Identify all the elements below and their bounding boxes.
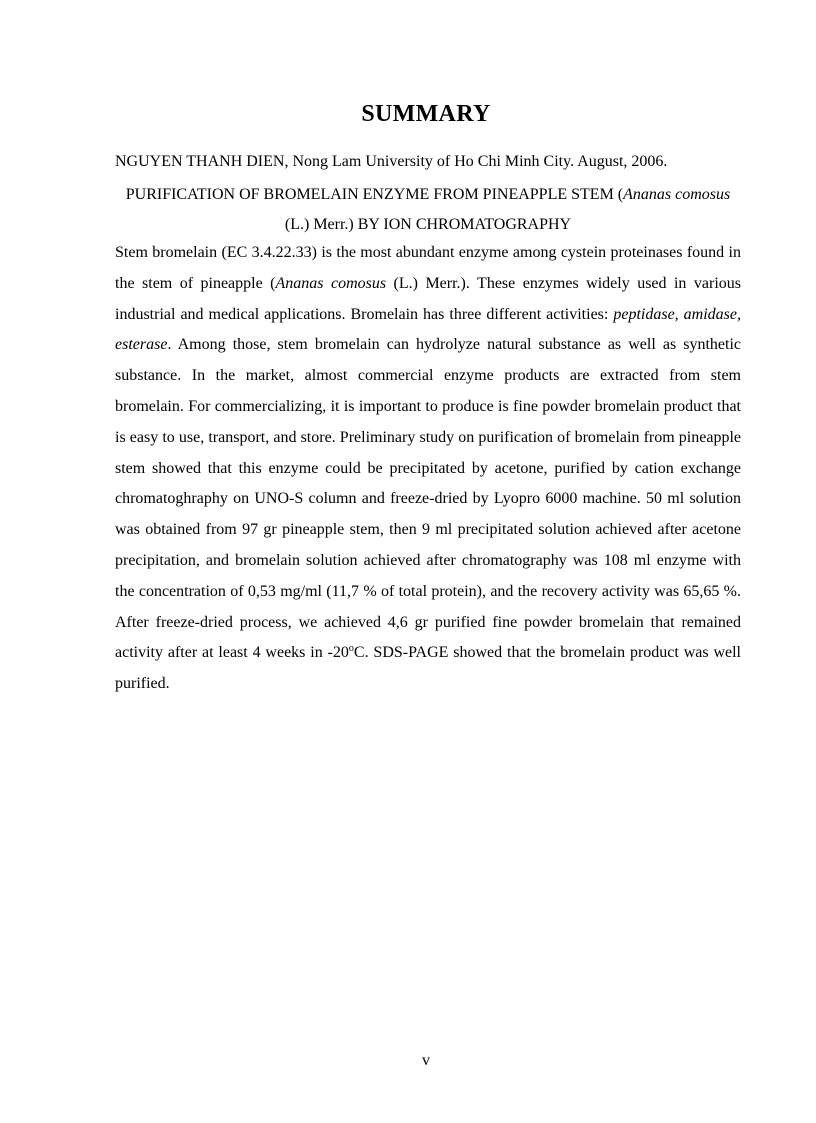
author-line: NGUYEN THANH DIEN, Nong Lam University of Ho Chi Minh City. August, 2006. [115, 153, 668, 170]
abstract-paragraph [115, 238, 741, 700]
abstract-activities-italic: peptidase, amidase, esterase [115, 305, 741, 354]
thesis-topic [115, 180, 741, 240]
abstract-conclusion: C. SDS-PAGE showed that the bromelain product was well purified. [115, 644, 741, 693]
page-number: v [422, 1052, 430, 1069]
topic-text-2: (L.) Merr.) BY ION CHROMATOGRAPHY [284, 216, 572, 233]
topic-text-1: PURIFICATION OF BROMELAIN ENZYME FROM PINEAPPLE STEM ( [125, 186, 624, 203]
abstract-sentence-1: Stem bromelain (EC 3.4.22.33) is the most abundant enzyme among cystein proteinases found in the stem of pineapple ( [115, 244, 741, 292]
abstract-body: . Among those, stem bromelain can hydrolyze natural substance as well as synthetic substance. In the market, almost commercial enzyme products are extracted from stem bromelain. For commercializing, it is important to produce is fine powder bromelain product that is easy to use, transport, and store. Preliminary study on purification of bromelain from pineapple stem showed that this enzyme could be precipitated by acetone, purified by cation exchange chromatoghraphy on UNO-S column and freeze-dried by Lyopro 6000 machine. 50 ml solution was obtained from 97 gr pineapple stem, then 9 ml precipitated solution achieved after acetone precipitation, and bromelain solution achieved after chromatography was 108 ml enzyme with the concentration of 0,53 mg/ml (11,7 % of total protein), and the recovery activity was 65,65 %. After freeze-dried process, we achieved 4,6 gr purified fine powder bromelain that remained activity after at least 4 weeks in -20 [115, 336, 741, 662]
degree-superscript: o [348, 643, 354, 655]
abstract-sentence-1-end: (L.) Merr.). These enzymes widely used in various industrial and medical applications. Bromelain has three different activities: [115, 274, 741, 323]
page-title: SUMMARY [361, 101, 491, 127]
topic-species-italic: Ananas comosus [623, 186, 731, 203]
abstract-species-italic: Ananas comosus [275, 274, 387, 292]
